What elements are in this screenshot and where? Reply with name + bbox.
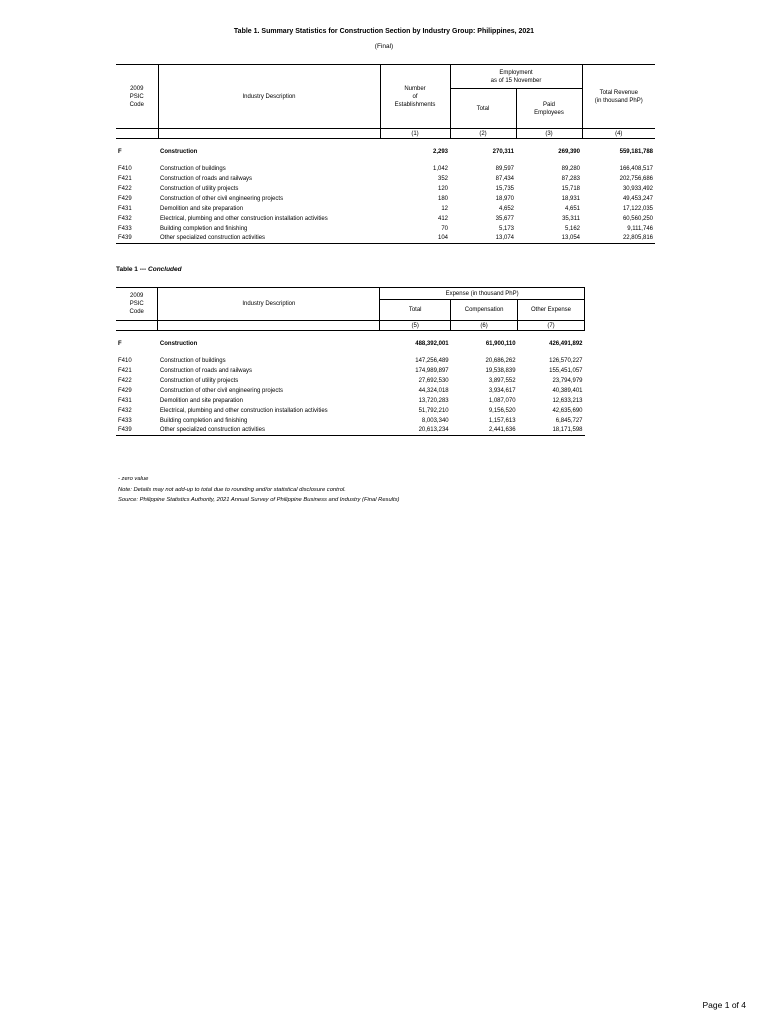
column-number: (7) (518, 321, 585, 331)
industry-description-cell: Construction (160, 148, 198, 155)
industry-description-cell: Electrical, plumbing and other construction installation activities (160, 215, 328, 222)
table-row (116, 224, 655, 234)
psic-code-cell: F410 (118, 165, 132, 172)
expense-total-cell: 27,692,530 (418, 377, 449, 384)
compensation-header: Compensation (451, 300, 518, 321)
footnote-zero-value: - zero value (118, 476, 149, 482)
other-expense-cell: 40,389,401 (552, 387, 583, 394)
table-row (116, 174, 655, 184)
expense-total-cell: 147,256,489 (415, 357, 449, 364)
psic-code-cell: F432 (118, 215, 132, 222)
expense-total-cell: 44,324,018 (418, 387, 449, 394)
psic-code-cell: F421 (118, 367, 132, 374)
other-expense-cell: 426,491,892 (549, 340, 583, 347)
employment-total-cell: 5,173 (498, 225, 514, 232)
employment-total-cell: 87,434 (495, 175, 514, 182)
table-title: Table 1. Summary Statistics for Construction Section by Industry Group: Philippines, 2021 (233, 28, 535, 35)
table-row (116, 406, 585, 416)
other-expense-cell: 155,451,057 (549, 367, 583, 374)
table2-body (116, 341, 585, 436)
table-row (116, 194, 655, 204)
total-revenue-cell: 17,122,035 (622, 205, 653, 212)
expense-total-cell: 51,792,210 (418, 407, 449, 414)
expense-total-header: Total (380, 300, 451, 321)
total-revenue-cell: 60,560,250 (622, 215, 653, 222)
column-number: (5) (380, 321, 451, 331)
column-number: (1) (380, 129, 450, 139)
table-row (116, 356, 585, 366)
compensation-cell: 1,157,613 (488, 417, 516, 424)
other-expense-cell: 126,570,227 (549, 357, 583, 364)
industry-description-cell: Construction of roads and railways (160, 175, 253, 182)
establishments-cell: 104 (380, 234, 450, 244)
table-row (116, 184, 655, 194)
establishments-cell: 12 (441, 205, 448, 212)
paid-employees-cell: 269,390 (558, 148, 580, 155)
total-revenue-cell: 30,933,492 (622, 185, 653, 192)
psic-code-cell: F422 (118, 185, 132, 192)
column-number: (4) (582, 129, 655, 139)
industry-description-cell: Building completion and finishing (159, 417, 248, 424)
psic-code-cell: F439 (116, 426, 158, 436)
table-concluded-label: Table 1 --- Concluded (116, 266, 182, 273)
industry-description-cell: Construction of other civil engineering projects (160, 195, 284, 202)
total-revenue-cell: 49,453,247 (622, 195, 653, 202)
total-revenue-cell: 22,805,816 (582, 234, 655, 244)
expense-total-cell: 20,613,234 (380, 426, 451, 436)
column-number: (6) (451, 321, 518, 331)
paid-employees-header: Paid Employees (534, 101, 564, 116)
table-row (116, 386, 585, 396)
summary-table-expense (116, 287, 585, 436)
table-row (116, 204, 655, 214)
establishments-cell: 352 (437, 175, 448, 182)
employment-header: Employment as of 15 November (490, 69, 542, 84)
compensation-cell: 61,900,110 (485, 340, 516, 347)
paid-employees-cell: 4,651 (564, 205, 580, 212)
industry-description-header: Industry Description (158, 65, 380, 129)
industry-description-cell: Construction of other civil engineering projects (159, 387, 283, 394)
table-row (116, 426, 585, 436)
footnote-source: Source: Philippine Statistics Authority, 2021 Annual Survey of Philippine Business and Industry (Final Results) (118, 497, 400, 503)
table-row (116, 376, 585, 386)
summary-table-employment-revenue (116, 64, 655, 244)
employment-total-cell: 4,652 (498, 205, 514, 212)
psic-code-header: 2009 PSIC Code (129, 85, 144, 108)
table-row (116, 366, 585, 376)
compensation-cell: 19,538,839 (485, 367, 516, 374)
compensation-cell: 20,686,262 (485, 357, 516, 364)
table-row (116, 396, 585, 406)
psic-code-cell: F433 (118, 417, 132, 424)
table-row (116, 214, 655, 224)
total-revenue-cell: 202,756,686 (619, 175, 653, 182)
paid-employees-cell: 5,162 (564, 225, 580, 232)
employment-total-cell: 18,970 (495, 195, 514, 202)
expense-total-cell: 8,003,340 (421, 417, 449, 424)
industry-description-cell: Other specialized construction activities (158, 426, 380, 436)
table-row (116, 149, 655, 164)
employment-total-cell: 270,311 (492, 148, 514, 155)
industry-description-header: Industry Description (158, 288, 380, 321)
employment-total-cell: 15,735 (495, 185, 514, 192)
industry-description-cell: Construction of utility projects (159, 377, 239, 384)
compensation-cell: 3,897,552 (488, 377, 516, 384)
industry-description-cell: Construction of buildings (160, 165, 226, 172)
psic-code-cell: F (118, 148, 122, 155)
expense-header: Expense (in thousand PhP) (380, 288, 585, 300)
psic-code-cell: F422 (118, 377, 132, 384)
table1-header (116, 65, 655, 149)
psic-code-cell: F432 (118, 407, 132, 414)
industry-description-cell: Building completion and finishing (160, 225, 248, 232)
table-row (116, 164, 655, 174)
compensation-cell: 9,156,520 (488, 407, 516, 414)
industry-description-cell: Demolition and site preparation (159, 397, 243, 404)
industry-description-cell: Construction (159, 340, 198, 347)
other-expense-cell: 42,635,690 (552, 407, 583, 414)
psic-code-cell: F431 (118, 397, 132, 404)
employment-total-cell: 13,074 (450, 234, 516, 244)
psic-code-header: 2009 PSIC Code (129, 293, 144, 315)
industry-description-cell: Construction of buildings (159, 357, 226, 364)
industry-description-cell: Electrical, plumbing and other construction installation activities (159, 407, 328, 414)
industry-description-cell: Demolition and site preparation (160, 205, 244, 212)
column-number: (2) (450, 129, 516, 139)
compensation-cell: 3,934,617 (488, 387, 516, 394)
table2-header (116, 288, 585, 341)
other-expense-header: Other Expense (518, 300, 585, 321)
expense-total-cell: 13,720,283 (418, 397, 449, 404)
table-row (116, 416, 585, 426)
page-number: Page 1 of 4 (702, 1000, 746, 1010)
psic-code-cell: F429 (118, 195, 132, 202)
other-expense-cell: 23,794,979 (552, 377, 583, 384)
psic-code-cell: F (118, 340, 122, 347)
compensation-cell: 1,087,070 (488, 397, 516, 404)
expense-total-cell: 174,989,897 (415, 367, 449, 374)
psic-code-cell: F439 (116, 234, 158, 244)
total-revenue-cell: 559,181,788 (619, 148, 653, 155)
paid-employees-cell: 87,283 (561, 175, 580, 182)
total-revenue-header: Total Revenue (in thousand PhP) (594, 89, 643, 104)
paid-employees-cell: 35,311 (562, 215, 580, 222)
expense-total-cell: 488,392,001 (415, 340, 449, 347)
other-expense-cell: 12,633,213 (552, 397, 583, 404)
table-subtitle: (Final) (374, 43, 394, 50)
paid-employees-cell: 18,931 (561, 195, 580, 202)
establishments-cell: 2,293 (432, 148, 448, 155)
psic-code-cell: F410 (118, 357, 132, 364)
table-row (116, 341, 585, 356)
other-expense-cell: 6,845,727 (555, 417, 583, 424)
establishments-header: Number of Establishments (394, 85, 436, 108)
psic-code-cell: F433 (118, 225, 132, 232)
column-number: (3) (516, 129, 582, 139)
employment-total-header: Total (450, 89, 516, 129)
establishments-cell: 1,042 (432, 165, 448, 172)
industry-description-cell: Construction of roads and railways (159, 367, 252, 374)
psic-code-cell: F421 (118, 175, 132, 182)
industry-description-cell: Other specialized construction activities (158, 234, 380, 244)
total-revenue-cell: 166,408,517 (619, 165, 653, 172)
other-expense-cell: 18,171,598 (518, 426, 585, 436)
paid-employees-cell: 89,280 (561, 165, 580, 172)
psic-code-cell: F429 (118, 387, 132, 394)
total-revenue-cell: 9,111,746 (627, 225, 653, 232)
paid-employees-cell: 15,718 (561, 185, 580, 192)
table1-body (116, 149, 655, 244)
footnote-note: Note: Details may not add-up to total due to rounding and/or statistical disclosure control. (118, 487, 346, 493)
establishments-cell: 120 (437, 185, 448, 192)
employment-total-cell: 89,597 (495, 165, 514, 172)
paid-employees-cell: 13,054 (516, 234, 582, 244)
compensation-cell: 2,441,636 (451, 426, 518, 436)
establishments-cell: 180 (437, 195, 448, 202)
establishments-cell: 412 (437, 215, 448, 222)
industry-description-cell: Construction of utility projects (160, 185, 239, 192)
psic-code-cell: F431 (118, 205, 132, 212)
establishments-cell: 70 (441, 225, 448, 232)
table-row (116, 234, 655, 244)
employment-total-cell: 35,677 (495, 215, 514, 222)
